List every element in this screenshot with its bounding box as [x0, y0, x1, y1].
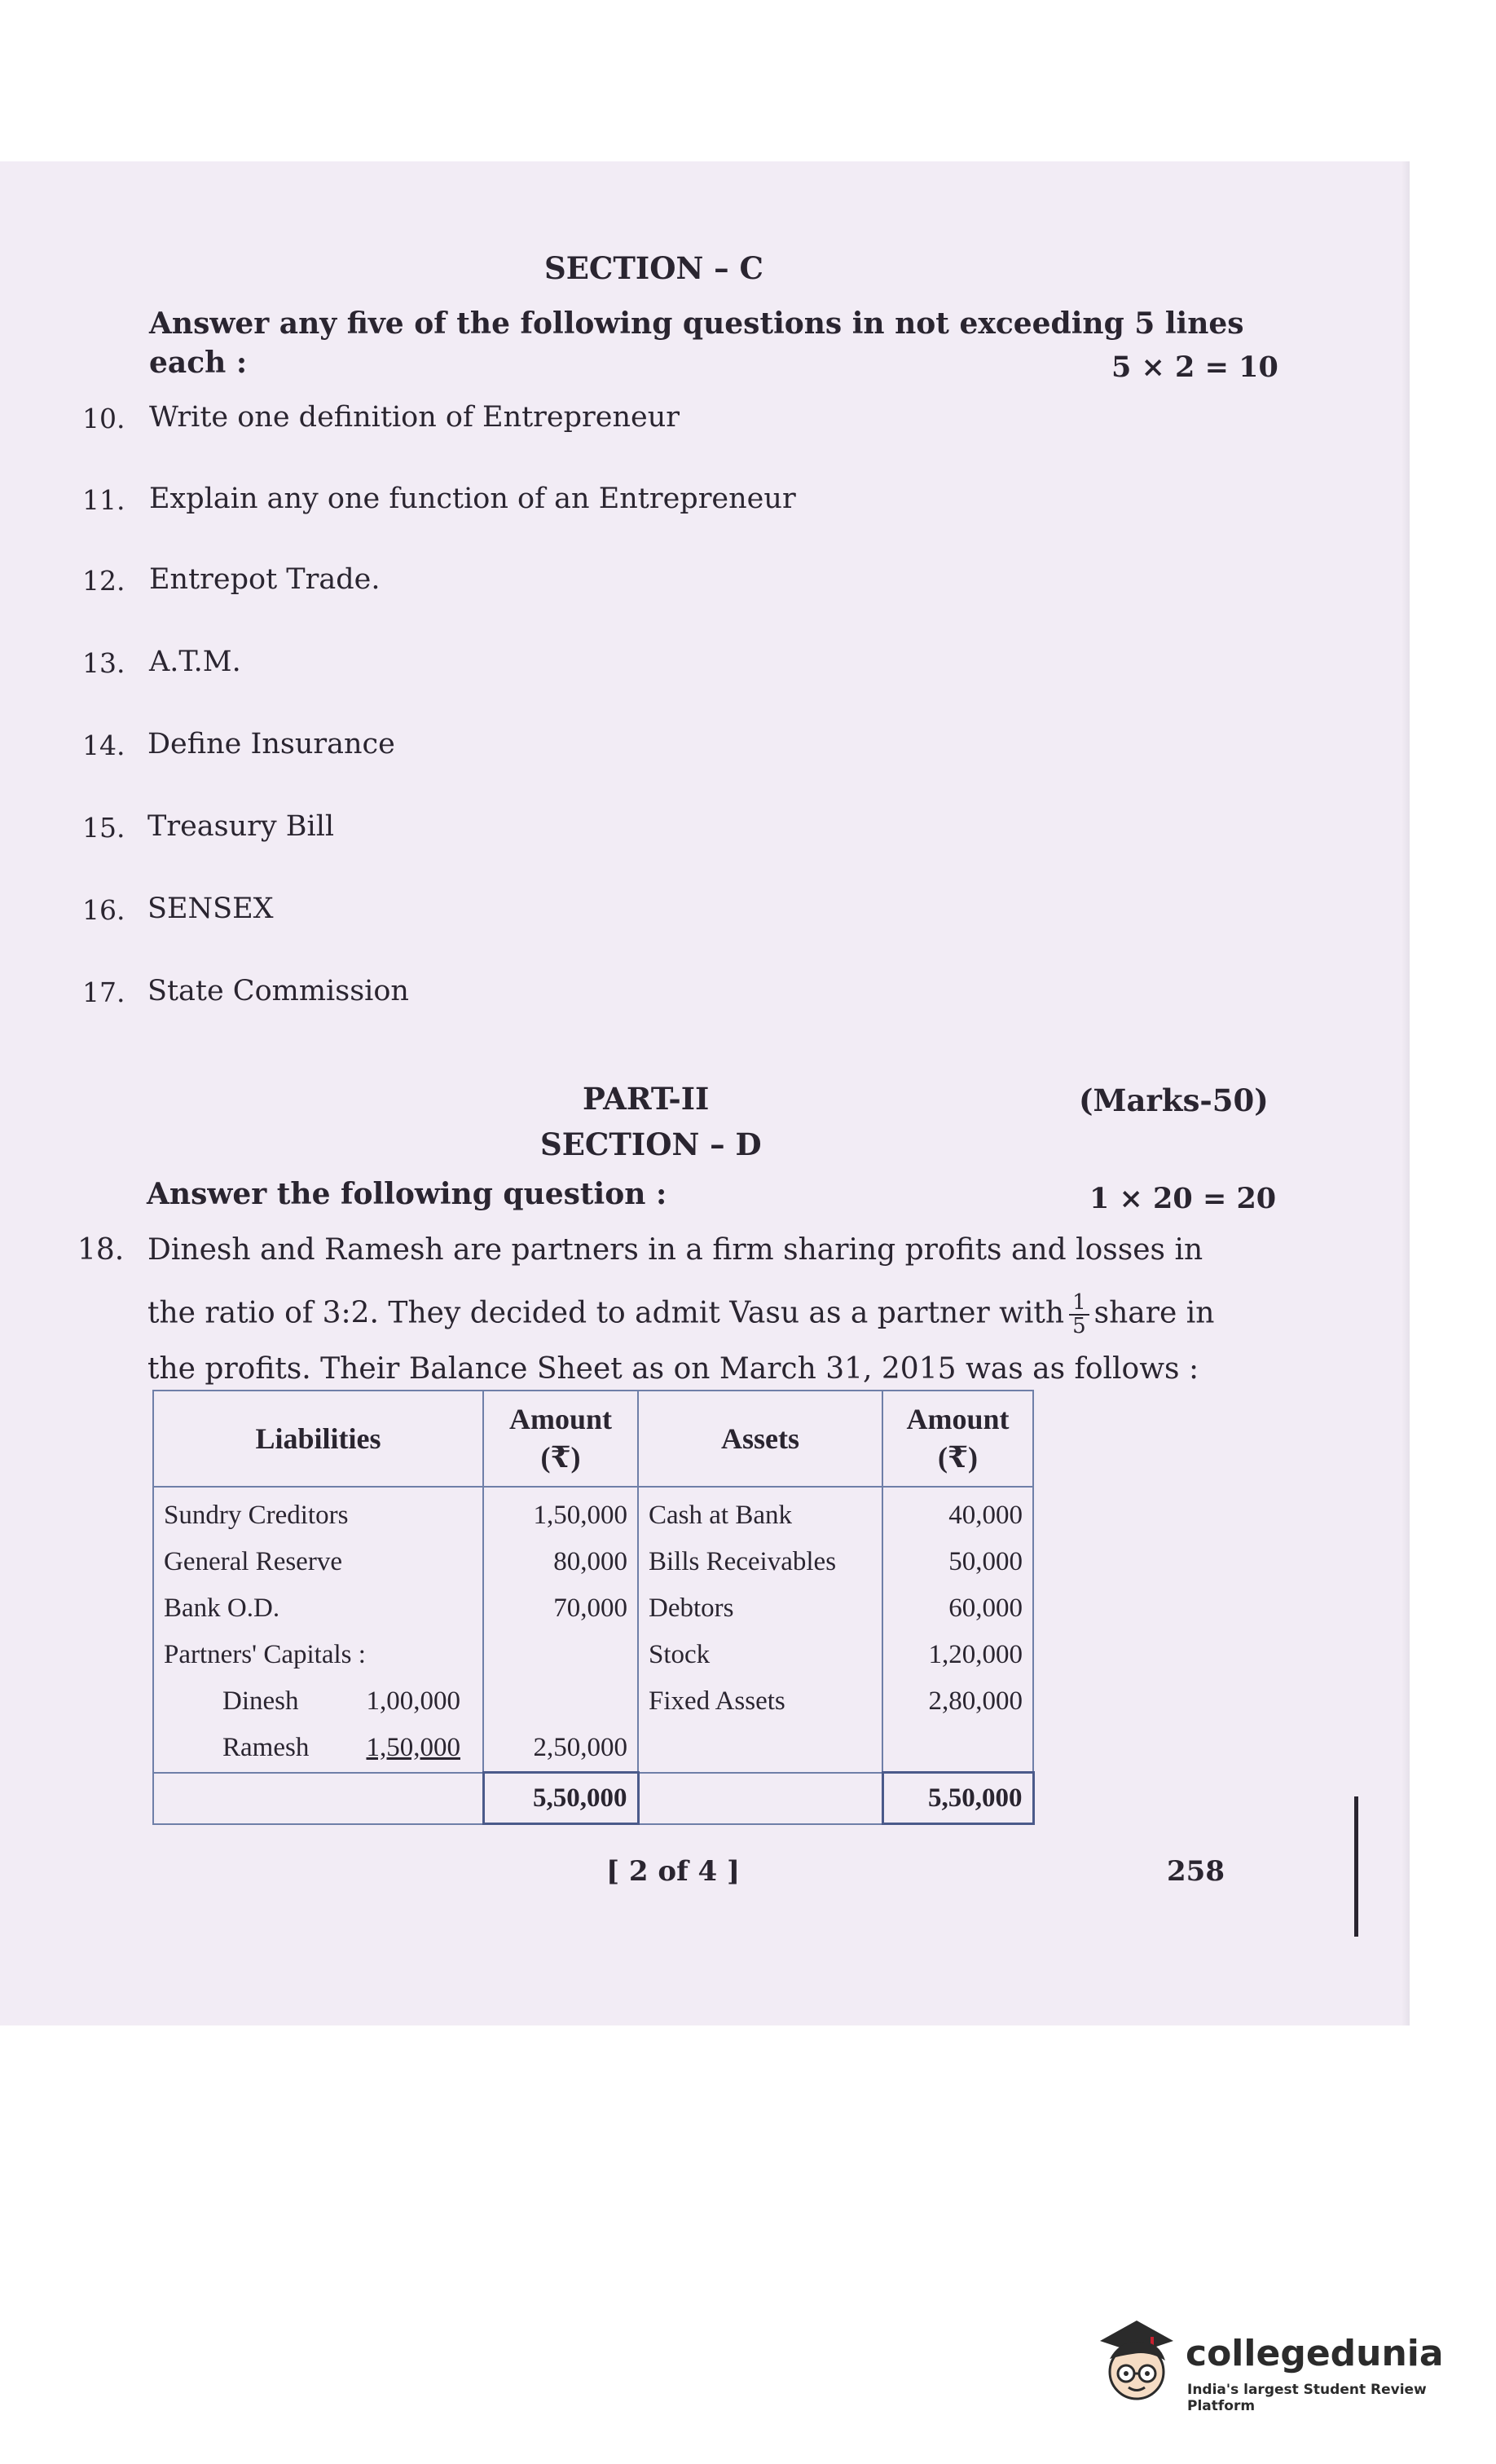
liability-amount: 80,000	[483, 1539, 638, 1585]
liability-name: Bank O.D.	[153, 1585, 483, 1632]
asset-name	[638, 1725, 882, 1773]
question-number: 16.	[82, 894, 125, 926]
question-18-line-2b: share in	[1093, 1296, 1215, 1330]
total-assets: 5,50,000	[882, 1773, 1033, 1824]
question-text: SENSEX	[147, 893, 274, 925]
question-number: 17.	[82, 976, 125, 1008]
section-c-marks: 5 × 2 = 10	[1111, 350, 1278, 384]
asset-amount	[882, 1725, 1033, 1773]
amount-label: Amount	[508, 1403, 613, 1436]
question-text: Entrepot Trade.	[149, 563, 381, 596]
total-spacer	[638, 1773, 882, 1824]
section-c-title: SECTION – C	[544, 250, 763, 286]
partner-name: Dinesh	[222, 1686, 299, 1716]
brand-name: collegedunia	[1186, 2333, 1444, 2374]
margin-bar	[1354, 1796, 1358, 1937]
paper-code: 258	[1167, 1855, 1225, 1888]
paper-edge	[1401, 161, 1410, 2025]
liability-amount: 70,000	[483, 1585, 638, 1632]
fraction-one-fifth	[1069, 1292, 1089, 1338]
question-18-line-1: Dinesh and Ramesh are partners in a firm sharing profits and losses in	[147, 1233, 1203, 1267]
assets-amount-header	[882, 1391, 1033, 1487]
liability-name: General Reserve	[153, 1539, 483, 1585]
question-text: Explain any one function of an Entrepreneur	[149, 483, 796, 515]
section-c-instruction: Answer any five of the following questions in not exceeding 5 lines	[149, 306, 1244, 341]
asset-amount: 1,20,000	[882, 1632, 1033, 1678]
table-row	[153, 1487, 1033, 1539]
balance-sheet-table	[152, 1390, 1035, 1825]
amount-label: Amount	[906, 1403, 1010, 1436]
part-ii-marks: (Marks-50)	[1079, 1082, 1269, 1118]
liability-amount	[483, 1678, 638, 1725]
partner-capital	[153, 1678, 483, 1725]
question-number: 10.	[82, 403, 125, 434]
currency-label: (₹)	[540, 1441, 581, 1474]
capital-total-amount: 2,50,000	[483, 1725, 638, 1773]
balance-sheet-total-row	[153, 1773, 1033, 1824]
table-row	[153, 1725, 1033, 1773]
liability-amount	[483, 1632, 638, 1678]
asset-amount: 40,000	[882, 1487, 1033, 1539]
liabilities-amount-header	[483, 1391, 638, 1487]
asset-name: Bills Receivables	[638, 1539, 882, 1585]
question-number: 15.	[82, 812, 125, 844]
balance-sheet-header-row	[153, 1391, 1033, 1487]
fraction-denominator: 5	[1072, 1314, 1086, 1339]
question-text: A.T.M.	[149, 646, 241, 678]
assets-header: Assets	[638, 1391, 882, 1487]
question-text: Define Insurance	[147, 728, 395, 760]
section-d-instruction: Answer the following question :	[147, 1177, 667, 1211]
partner-name: Ramesh	[222, 1733, 310, 1763]
asset-amount: 60,000	[882, 1585, 1033, 1632]
question-text: Write one definition of Entrepreneur	[149, 401, 680, 434]
question-number: 18.	[77, 1233, 125, 1267]
mascot-icon	[1092, 2308, 1181, 2422]
asset-name: Stock	[638, 1632, 882, 1678]
partner-capital-amount: 1,00,000	[366, 1686, 460, 1716]
asset-amount: 2,80,000	[882, 1678, 1033, 1725]
total-spacer	[153, 1773, 483, 1824]
section-c-instruction-cont: each :	[149, 346, 248, 380]
question-text: State Commission	[147, 975, 409, 1007]
fraction-numerator: 1	[1069, 1292, 1089, 1316]
asset-name: Cash at Bank	[638, 1487, 882, 1539]
question-18-line-3: the profits. Their Balance Sheet as on March 31, 2015 was as follows :	[147, 1352, 1199, 1386]
total-liabilities: 5,50,000	[483, 1773, 638, 1824]
question-text: Treasury Bill	[147, 810, 335, 843]
liability-name: Sundry Creditors	[153, 1487, 483, 1539]
asset-amount: 50,000	[882, 1539, 1033, 1585]
collegedunia-logo	[1092, 2308, 1450, 2422]
question-18-line-2a: the ratio of 3:2. They decided to admit Vasu as a partner with	[147, 1296, 1065, 1330]
question-18-line-2	[147, 1292, 1214, 1338]
liabilities-header: Liabilities	[153, 1391, 483, 1487]
asset-name: Debtors	[638, 1585, 882, 1632]
page-number: [ 2 of 4 ]	[606, 1855, 741, 1888]
table-row	[153, 1632, 1033, 1678]
question-number: 11.	[82, 484, 125, 516]
liability-amount: 1,50,000	[483, 1487, 638, 1539]
partner-capital-amount: 1,50,000	[366, 1733, 460, 1763]
part-ii-title: PART-II	[583, 1081, 710, 1117]
table-row	[153, 1585, 1033, 1632]
section-d-title: SECTION – D	[540, 1126, 762, 1162]
question-number: 14.	[82, 730, 125, 761]
table-row	[153, 1678, 1033, 1725]
section-d-marks: 1 × 20 = 20	[1089, 1182, 1277, 1215]
currency-label: (₹)	[937, 1441, 979, 1474]
question-number: 12.	[82, 565, 125, 597]
question-number: 13.	[82, 647, 125, 679]
table-row	[153, 1539, 1033, 1585]
brand-tagline: India's largest Student Review Platform	[1187, 2382, 1427, 2414]
partner-capital	[153, 1725, 483, 1773]
liability-name: Partners' Capitals :	[153, 1632, 483, 1678]
asset-name: Fixed Assets	[638, 1678, 882, 1725]
